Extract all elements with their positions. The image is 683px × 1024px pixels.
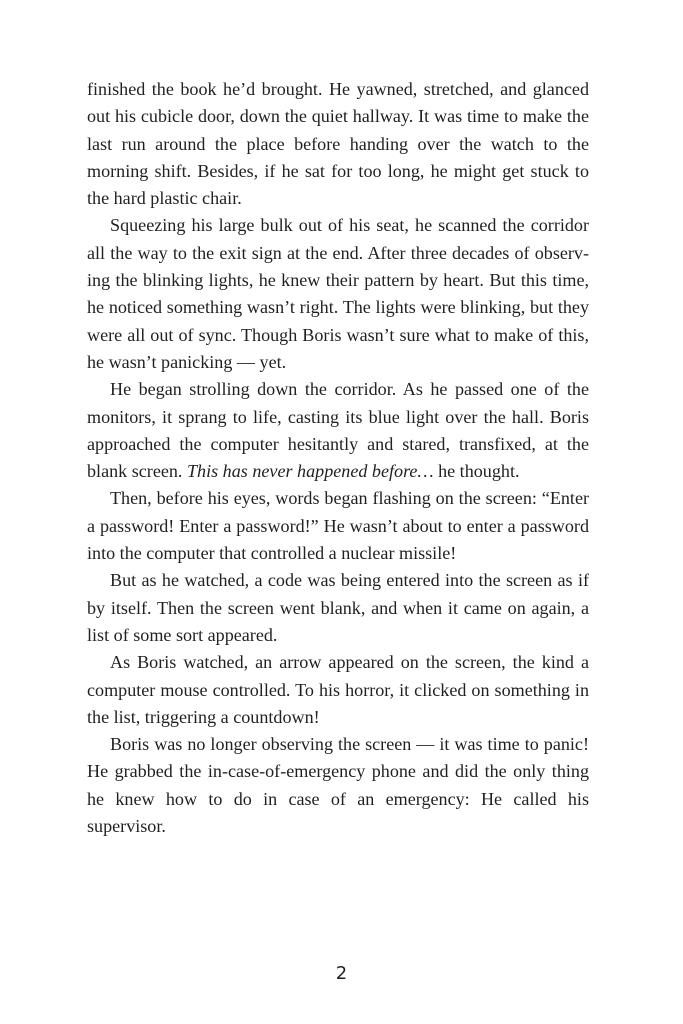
- paragraph-2: Squeezing his large bulk out of his seat, he scanned the corridor all the way to the exit sign at the end. After three decades of observing the blinking lights, he knew their pattern by heart. But this time, he noticed something wasn’t right. The lights were blinking, but they were all out of sync. Though Boris wasn’t sure what to make of this, he wasn’t panicking — yet.: [87, 215, 589, 372]
- page-number: 2: [335, 963, 348, 984]
- body-text: [87, 76, 589, 840]
- paragraph-4: Then, before his eyes, words began flashing on the screen: “Enter a password! Enter a password!” He wasn’t about to enter a password into the computer that controlled a nuclear missile!: [87, 488, 589, 564]
- paragraph-6: As Boris watched, an arrow appeared on the screen, the kind a computer mouse controlled. To his horror, it clicked on something in the list, triggering a countdown!: [87, 652, 589, 727]
- paragraph-7: Boris was no longer observing the screen — it was time to panic! He grabbed the in-case-of-emergency phone and did the only thing he knew how to do in case of an emergency: He called his supervisor.: [87, 734, 589, 837]
- paragraph-1: finished the book he’d brought. He yawned, stretched, and glanced out his cubicle door, down the quiet hallway. It was time to make the last run around the place before handing over the watch to the morning shift. Besides, if he sat for too long, he might get stuck to the hard plastic chair.: [87, 79, 589, 209]
- paragraph-3-italic-thought: This has never happened before…: [186, 461, 434, 482]
- paragraph-5: But as he watched, a code was being entered into the screen as if by itself. Then the screen went blank, and when it came on again, a list of some sort appeared.: [87, 570, 589, 645]
- paragraph-3-text-before: He began strolling down the corridor. As he passed one of the monitors, it sprang to life, casting its blue light over the hall. Boris approached the computer hesitantly and stared, transfixed, at the blank screen.: [87, 379, 589, 482]
- paragraph-3-text-after: he thought.: [433, 461, 520, 482]
- paragraph-3: [87, 376, 589, 485]
